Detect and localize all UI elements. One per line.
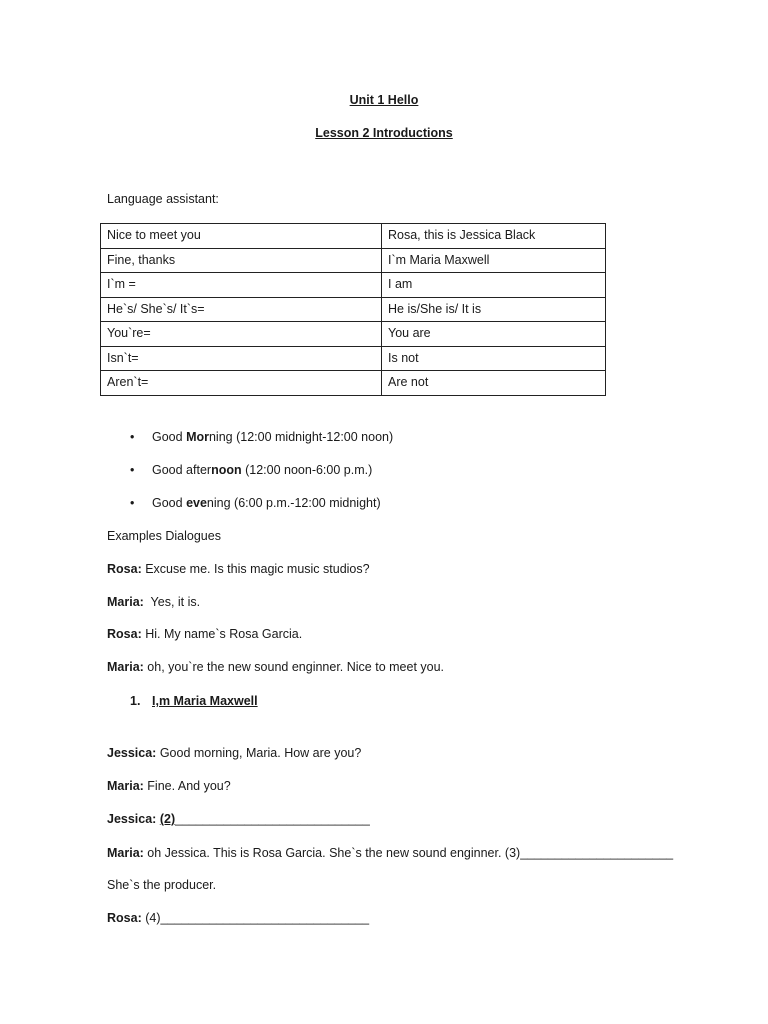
dialogue-text: Yes, it is.: [143, 595, 201, 609]
dialogue-line: [107, 878, 216, 892]
speaker-name: Rosa:: [107, 911, 142, 925]
dialogue-text: oh, you`re the new sound enginner. Nice to meet you.: [143, 660, 445, 674]
dialogue-line: [107, 627, 302, 641]
greeting-bold: noon: [211, 463, 242, 477]
speaker-name: Rosa:: [107, 627, 142, 641]
speaker-name: Maria:: [107, 660, 144, 674]
dialogue-text: She`s the producer.: [107, 878, 217, 892]
speaker-name: Jessica:: [107, 812, 157, 826]
speaker-name: Jessica:: [107, 746, 157, 760]
table-cell: He is/She is/ It is: [382, 297, 606, 322]
table-cell: You`re=: [101, 322, 382, 347]
table-cell: Are not: [382, 371, 606, 396]
table-row: [101, 346, 606, 371]
greeting-text: Good after: [152, 463, 212, 477]
dialogue-line: [107, 779, 231, 793]
bullet-icon: •: [130, 463, 135, 477]
answer-blank: ____________________________: [175, 812, 370, 826]
greeting-bold: eve: [186, 496, 207, 510]
dialogue-text: Excuse me. Is this magic music studios?: [141, 562, 370, 576]
speaker-name: Maria:: [107, 846, 144, 860]
vocab-table: [100, 223, 606, 396]
bullet-icon: •: [130, 430, 135, 444]
examples-label: Examples Dialogues: [107, 529, 221, 543]
table-cell: You are: [382, 322, 606, 347]
table-cell: Isn`t=: [101, 346, 382, 371]
table-row: [101, 224, 606, 249]
greeting-text: (12:00 noon-6:00 p.m.): [241, 463, 373, 477]
section-title: I,m Maria Maxwell: [152, 694, 258, 708]
dialogue-line: [107, 746, 361, 760]
dialogue-line: [107, 846, 673, 860]
dialogue-line: [107, 595, 200, 609]
table-cell: Nice to meet you: [101, 224, 382, 249]
dialogue-line: [107, 562, 370, 576]
speaker-name: Rosa:: [107, 562, 142, 576]
table-cell: He`s/ She`s/ It`s=: [101, 297, 382, 322]
greeting-text: Good: [152, 430, 187, 444]
lesson-title: Lesson 2 Introductions: [315, 126, 453, 140]
speaker-name: Maria:: [107, 779, 144, 793]
table-row: [101, 297, 606, 322]
dialogue-line: [107, 660, 444, 674]
greeting-text: Good: [152, 496, 187, 510]
table-row: [101, 248, 606, 273]
table-cell: I am: [382, 273, 606, 298]
dialogue-line: [107, 911, 369, 925]
table-cell: I`m Maria Maxwell: [382, 248, 606, 273]
dialogue-text: Good morning, Maria. How are you?: [156, 746, 362, 760]
table-cell: Aren`t=: [101, 371, 382, 396]
answer-blank: ______________________________: [160, 911, 370, 925]
unit-title: Unit 1 Hello: [349, 93, 419, 107]
dialogue-text: Hi. My name`s Rosa Garcia.: [141, 627, 303, 641]
dialogue-text: Fine. And you?: [143, 779, 231, 793]
greeting-text: ning (12:00 midnight-12:00 noon): [208, 430, 394, 444]
greeting-afternoon: [152, 463, 372, 477]
table-row: [101, 273, 606, 298]
table-row: [101, 371, 606, 396]
dialogue-text: oh Jessica. This is Rosa Garcia. She`s the new sound enginner. (3): [143, 846, 521, 860]
greeting-text: ning (6:00 p.m.-12:00 midnight): [206, 496, 381, 510]
section-number: 1.: [130, 694, 141, 708]
language-assistant-label: Language assistant:: [107, 192, 219, 206]
table-cell: I`m =: [101, 273, 382, 298]
greeting-bold: Mor: [186, 430, 209, 444]
speaker-name: Maria:: [107, 595, 144, 609]
answer-blank: ______________________: [520, 846, 674, 860]
table-cell: Is not: [382, 346, 606, 371]
dialogue-line: [107, 812, 370, 826]
table-row: [101, 322, 606, 347]
table-cell: Rosa, this is Jessica Black: [382, 224, 606, 249]
bullet-icon: •: [130, 496, 135, 510]
table-cell: Fine, thanks: [101, 248, 382, 273]
greeting-evening: [152, 496, 381, 510]
blank-label: (2): [159, 812, 176, 826]
dialogue-text: (4): [141, 911, 161, 925]
greeting-morning: [152, 430, 393, 444]
